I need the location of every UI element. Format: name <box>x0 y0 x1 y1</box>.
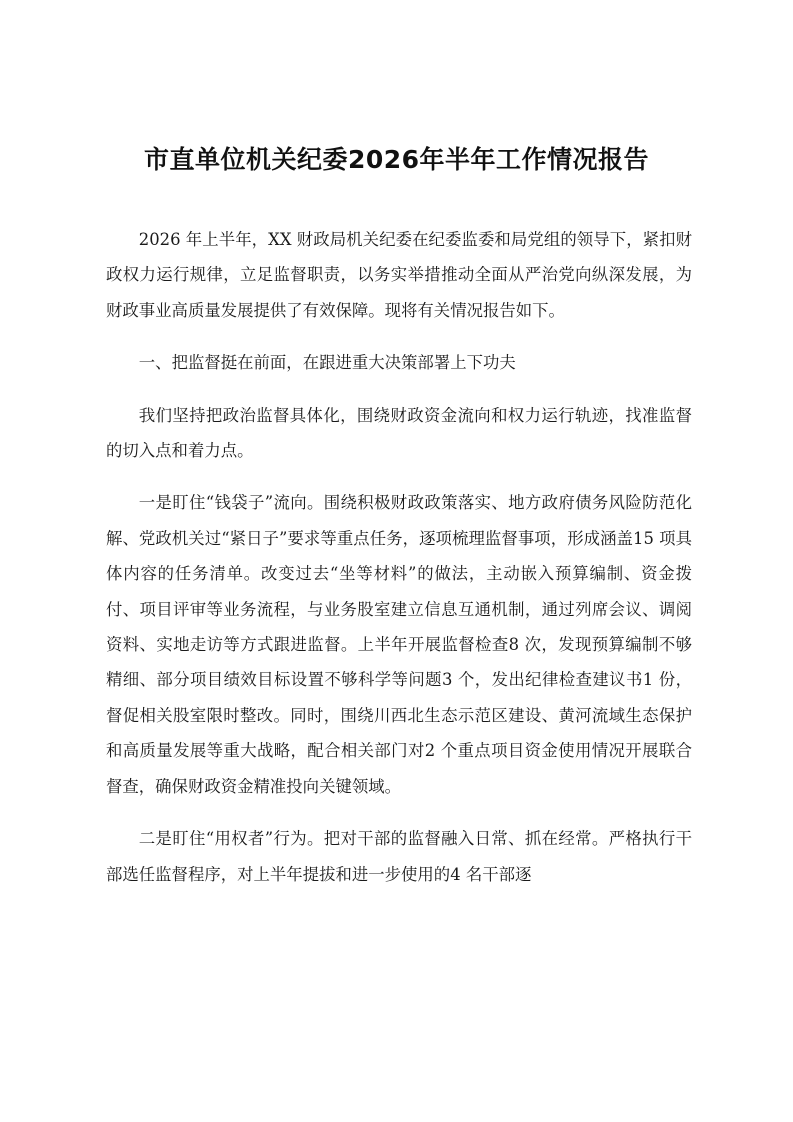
intro-paragraph: 2026 年上半年，XX 财政局机关纪委在纪委监委和局党组的领导下，紧扣财政权力运行规律，立足监督职责，以务实举措推动全面从严治党向纵深发展，为财政事业高质量发展提供了有效保障。现将有关情况报告如下。 <box>106 230 692 320</box>
point-2-paragraph: 二是盯住“用权者”行为。把对干部的监督融入日常、抓在经常。严格执行干部选任监督程序，对上半年提拔和进一步使用的4 名干部逐 <box>106 829 692 884</box>
section-heading-1: 一、把监督挺在前面，在跟进重大决策部署上下功夫 <box>138 353 516 373</box>
document-body <box>106 222 692 909</box>
point-1-paragraph: 一是盯住“钱袋子”流向。围绕积极财政政策落实、地方政府债务风险防范化解、党政机关过“紧日子”要求等重点任务，逐项梳理监督事项，形成涵盖15 项具体内容的任务清单。改变过去“坐等材料”的做法，主动嵌入预算编制、资金拨付、项目评审等业务流程，与业务股室建立信息互通机制，通过列席会议、调阅资料、实地走访等方式跟进监督。上半年开展监督检查8 次，发现预算编制不够精细、部分项目绩效目标设置不够科学等问题3 个，发出纪律检查建议书1 份，督促相关股室限时整改。同时，围绕川西北生态示范区建设、黄河流域生态保护和高质量发展等重大战略，配合相关部门对2 个重点项目资金使用情况开展联合督查，确保财政资金精准投向关键领域。 <box>106 493 692 796</box>
document-title: 市直单位机关纪委2026年半年工作情况报告 <box>143 145 650 174</box>
section-1-intro-paragraph: 我们坚持把政治监督具体化，围绕财政资金流向和权力运行轨迹，找准监督的切入点和着力点。 <box>106 405 692 461</box>
